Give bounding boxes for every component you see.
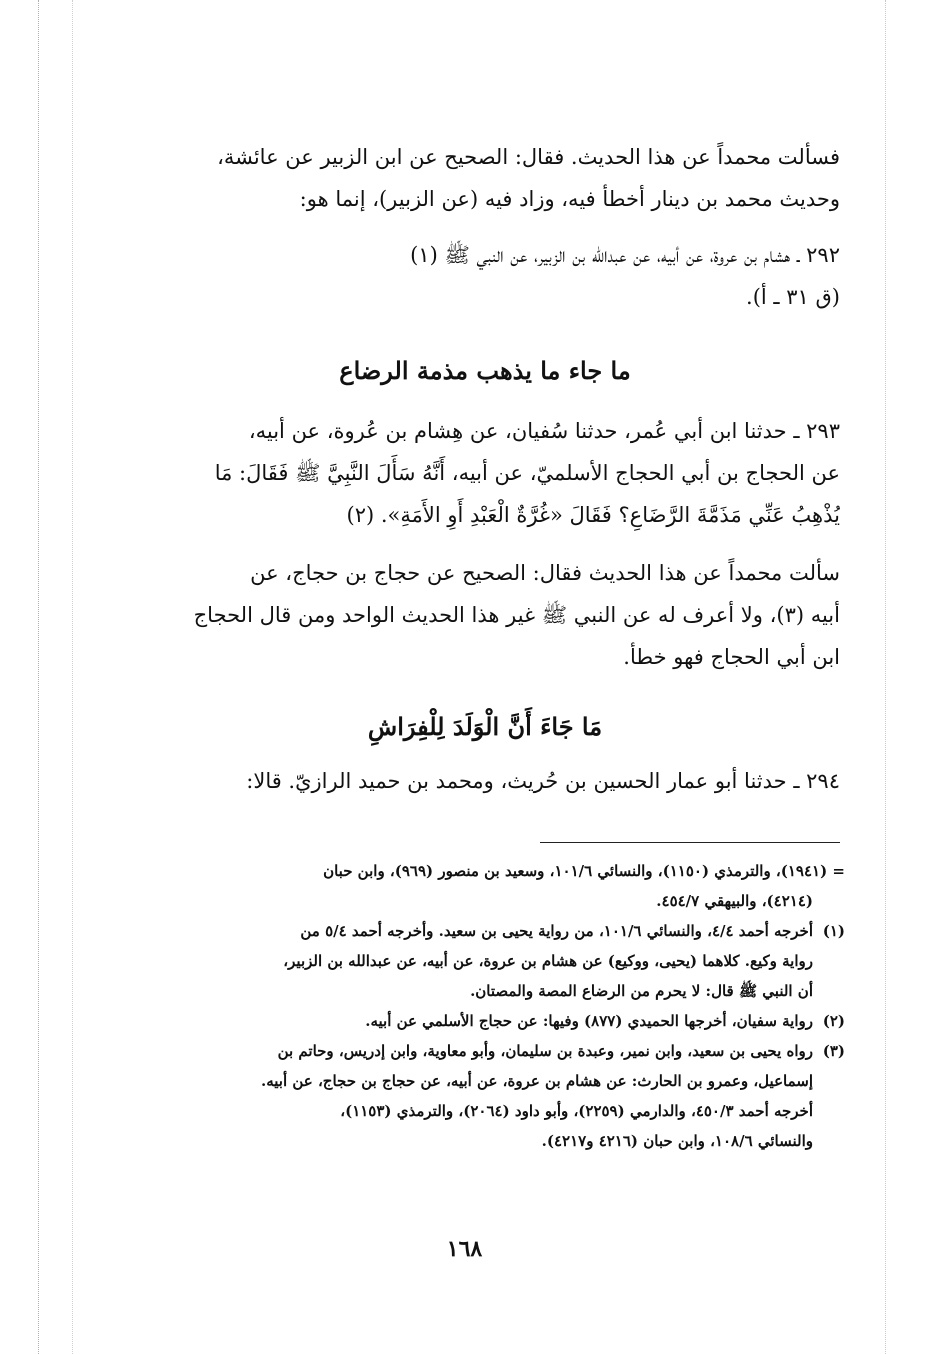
page-number: ١٦٨ xyxy=(446,1236,483,1262)
paragraph-commentary-2 xyxy=(130,552,840,678)
footnote-text: إسماعيل، وعمرو بن الحارث: عن هشام بن عروة، عن أبيه، عن حجاج بن حجاج، عن أبيه. xyxy=(261,1072,813,1090)
footnote-text: أخرجه أحمد ٤٥٠/٣، والدارمي (٢٢٥٩)، وأبو داود (٢٠٦٤)، والترمذي (١١٥٣)، xyxy=(340,1102,813,1120)
text-line: سألت محمداً عن هذا الحديث فقال: الصحيح عن حجاج بن حجاج، عن xyxy=(250,561,840,585)
text-line: وحديث محمد بن دينار أخطأ فيه، وزاد فيه (عن الزبير)، إنما هو: xyxy=(299,187,840,211)
section-heading: مَا جَاءَ أَنَّ الْوَلَدَ لِلْفِرَاشِ xyxy=(367,712,603,741)
footnote-text: أخرجه أحمد ٤/٤، والنسائي ١٠١/٦، من رواية يحيى بن سعيد. وأخرجه أحمد ٥/٤ من xyxy=(300,922,813,940)
section-heading: ما جاء ما يذهب مذمة الرضاع xyxy=(339,356,631,385)
footnote-text: رواه يحيى بن سعيد، وابن نمير، وعبدة بن سليمان، وأبو معاوية، وابن إدريس، وحاتم بن xyxy=(277,1042,813,1060)
footnote-continued: (٤٢١٤)، والبيهقي ٤٥٤/٧. xyxy=(656,892,813,910)
footnote-number: (٢) xyxy=(822,1012,845,1030)
hadith-292 xyxy=(130,234,840,318)
text-line: ٢٩٤ ـ حدثنا أبو عمار الحسين بن حُريث، ومحمد بن حميد الرازيّ. قالا: xyxy=(246,769,840,793)
footnote-number: (٣) xyxy=(822,1042,845,1060)
text-line: (ق ٣١ ـ أ). xyxy=(746,285,840,309)
footnote-separator xyxy=(540,842,840,843)
footnote-number: (١) xyxy=(822,922,845,940)
text-line: فسألت محمداً عن هذا الحديث. فقال: الصحيح عن ابن الزبير عن عائشة، xyxy=(217,145,840,169)
scan-edge-line xyxy=(885,0,886,1354)
text-line: ابن أبي الحجاج فهو خطأ. xyxy=(623,645,840,669)
footnote-continued: = (١٩٤١)، والترمذي (١١٥٠)، والنسائي ١٠١/٦، وسعيد بن منصور (٩٦٩)، وابن حبان xyxy=(323,862,845,880)
text-line: ٢٩٣ ـ حدثنا ابن أبي عُمر، حدثنا سُفيان، عن هِشام بن عُروة، عن أبيه، xyxy=(248,419,840,443)
hadith-294 xyxy=(130,760,840,802)
text-line: عن الحجاج بن أبي الحجاج الأسلميّ، عن أبيه، أَنَّهُ سَأَلَ النَّبِيَّ ﷺ فَقَالَ: مَا xyxy=(214,461,840,485)
footnote-3 xyxy=(130,1036,845,1066)
text-line: ٢٩٢ ـ هشام بن عروة، عن أبيه، عن عبدالله بن الزبير، عن النبي ﷺ (١) xyxy=(410,243,840,267)
footnote-2 xyxy=(130,1006,845,1036)
footnote-1 xyxy=(130,916,845,946)
paragraph-commentary-1 xyxy=(130,136,840,220)
scan-edge-line xyxy=(72,0,73,1354)
scan-edge-line xyxy=(38,0,39,1354)
footnote-text: والنسائي ١٠٨/٦، وابن حبان (٤٢١٦ و٤٢١٧). xyxy=(541,1132,813,1150)
footnote-text: رواية وكيع. كلاهما (يحيى، ووكيع) عن هشام بن عروة، عن أبيه، عن عبدالله بن الزبير، xyxy=(283,952,813,970)
text-line: يُذْهِبُ عَنِّي مَذَمَّةَ الرَّضَاعِ؟ فَقَالَ «غُرَّةٌ الْعَبْدِ أَوِ الأَمَةِ». (٢) xyxy=(346,503,840,527)
text-line: أبيه (٣)، ولا أعرف له عن النبي ﷺ غير هذا الحديث الواحد ومن قال الحجاج xyxy=(193,603,840,627)
hadith-293 xyxy=(130,410,840,536)
footnote-text: أن النبي ﷺ قال: لا يحرم من الرضاع المصة والمصتان. xyxy=(470,982,813,1000)
footnote-text: رواية سفيان، أخرجها الحميدي (٨٧٧) وفيها: عن حجاج الأسلمي عن أبيه. xyxy=(365,1012,813,1030)
footnotes xyxy=(130,856,845,1156)
